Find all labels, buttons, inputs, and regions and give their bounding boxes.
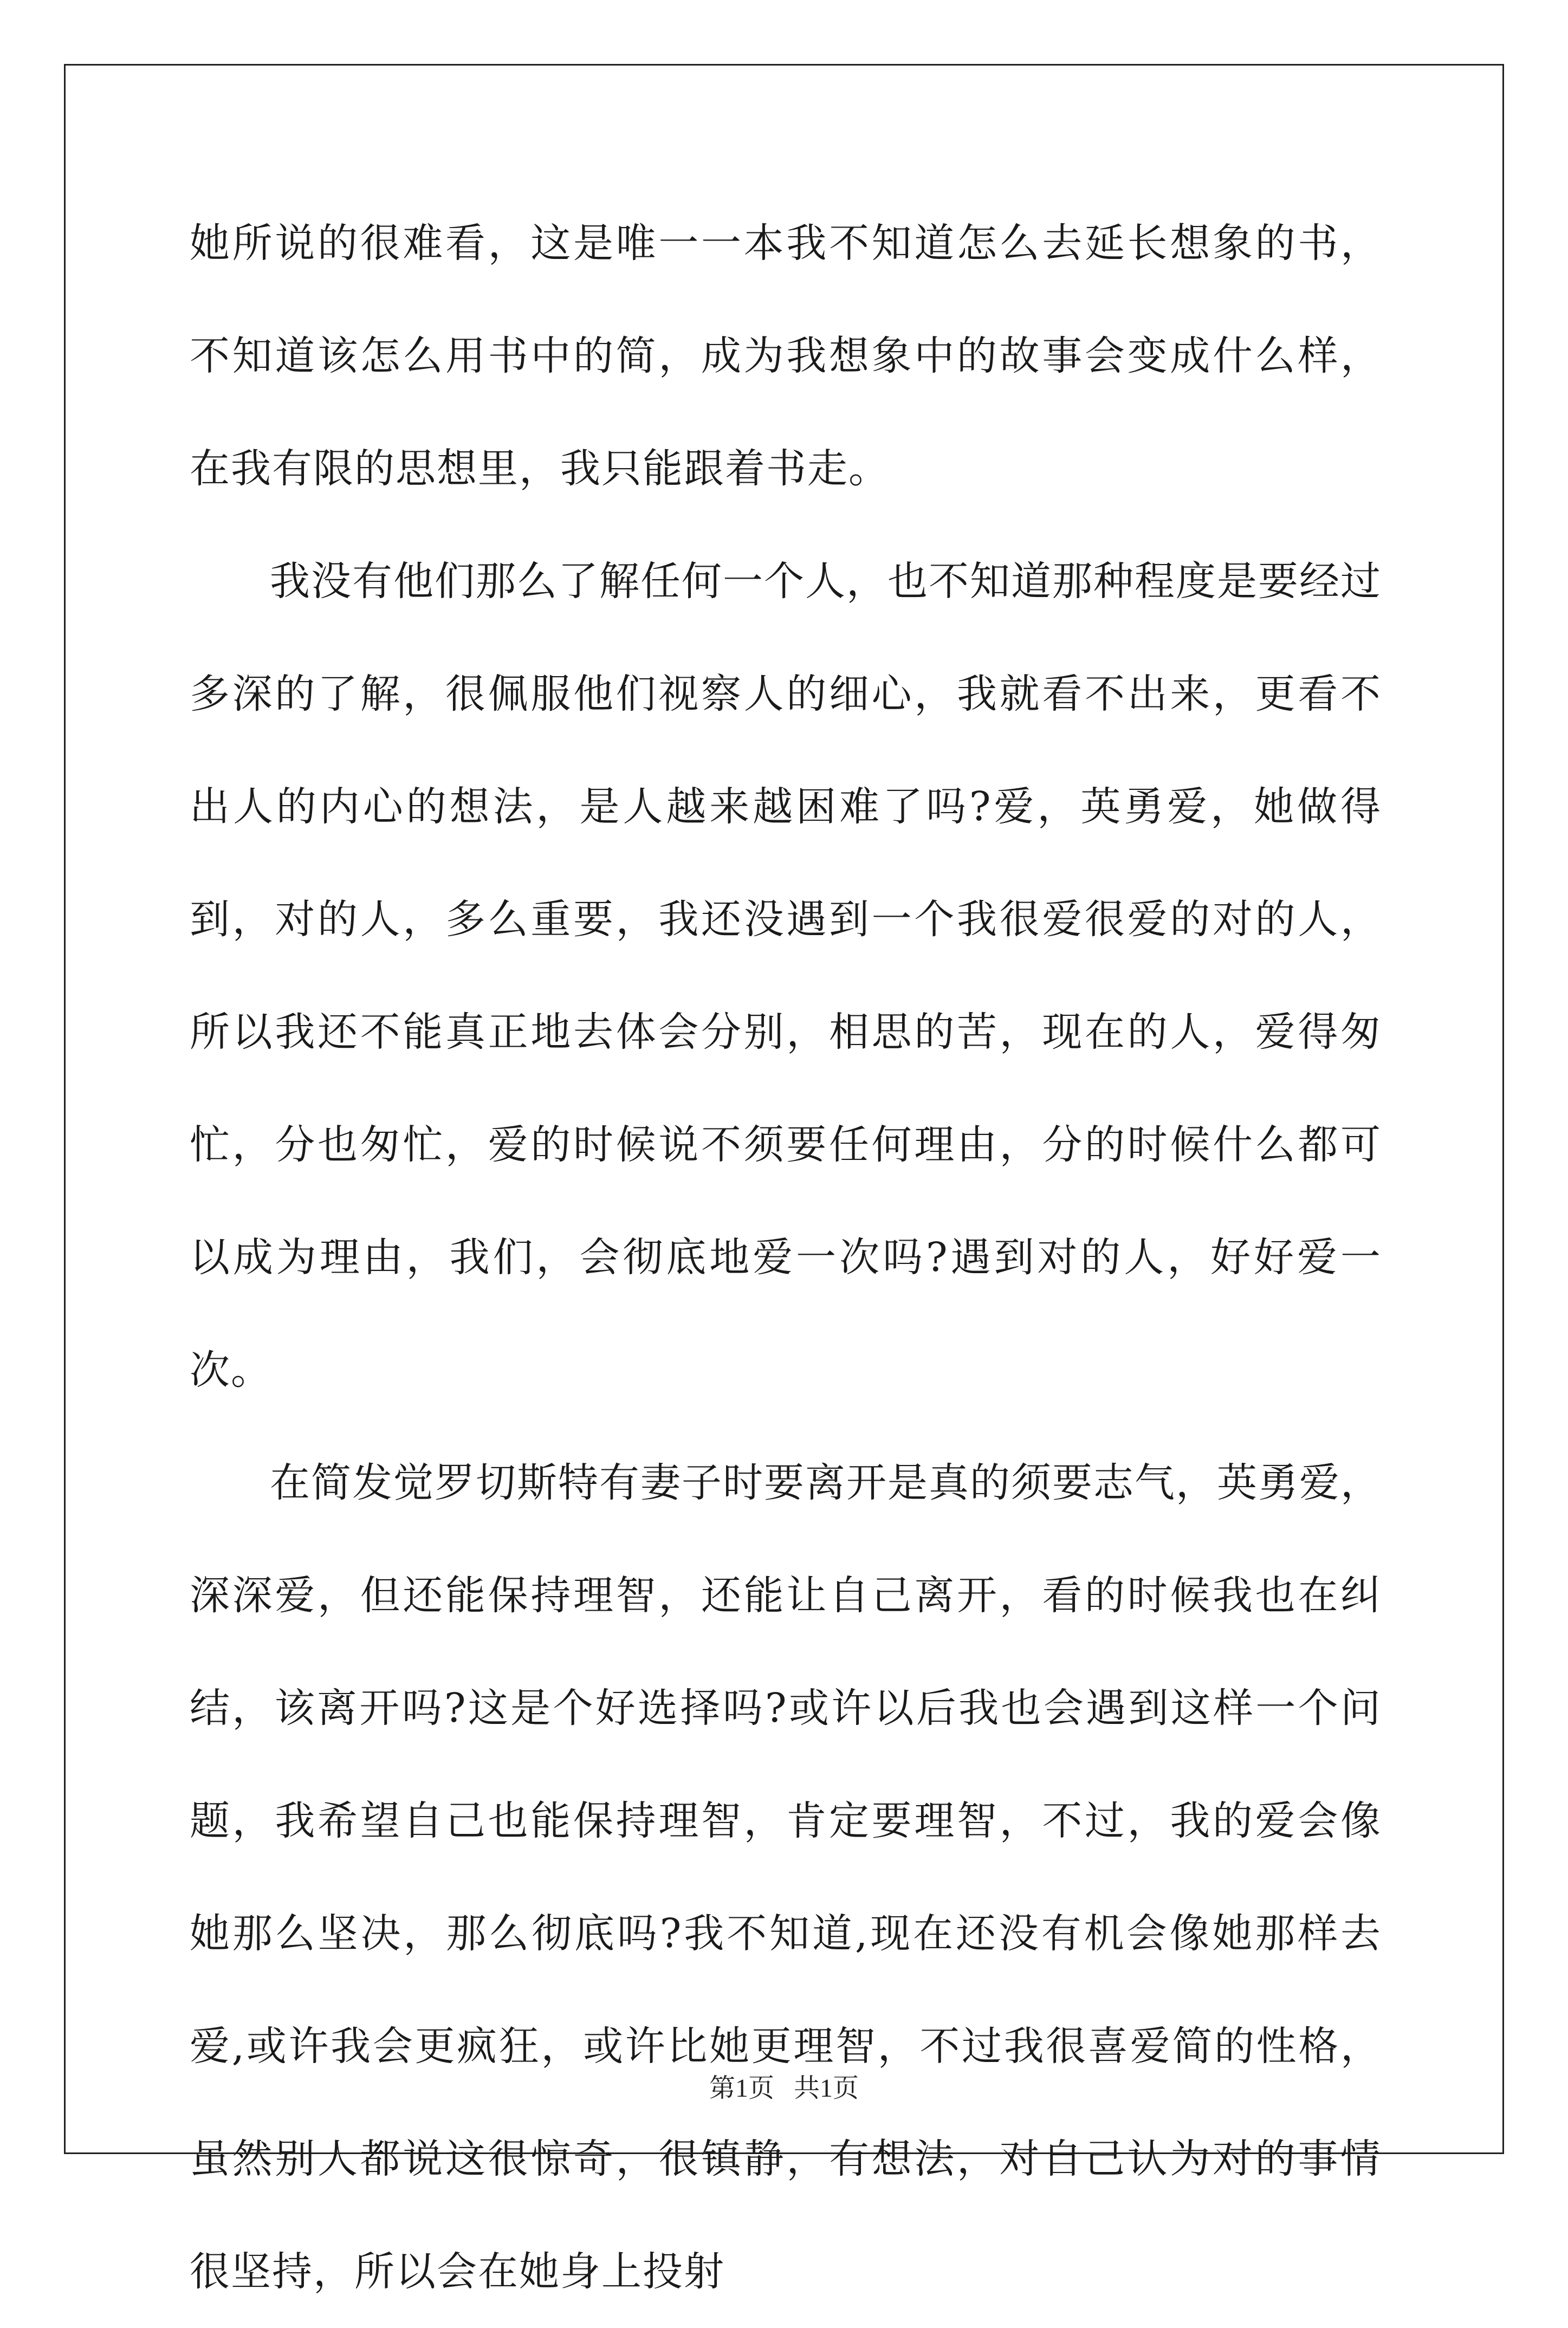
paragraph-3: 在简发觉罗切斯特有妻子时要离开是真的须要志气，英勇爱，深深爱，但还能保持理智，还能让自己离开，看的时候我也在纠结，该离开吗?这是个好选择吗?或许以后我也会遇到这样一个问题，我希望自己也能保持理智，肯定要理智，不过，我的爱会像她那么坚决，那么彻底吗?我不知道,现在还没有机会像她那样去爱,或许我会更疯狂，或许比她更理智，不过我很喜爱简的性格，虽然别人都说这很惊奇，很镇静，有想法，对自己认为对的事情很坚持，所以会在她身上投射 [190,1460,1382,2295]
document-body [190,187,1382,2328]
paragraph-1: 她所说的很难看，这是唯一一本我不知道怎么去延长想象的书，不知道该怎么用书中的简，成为我想象中的故事会变成什么样，在我有限的思想里，我只能跟着书走。 [190,220,1382,492]
paragraph-2: 我没有他们那么了解任何一个人，也不知道那种程度是要经过多深的了解，很佩服他们视察人的细心，我就看不出来，更看不出人的内心的想法，是人越来越困难了吗?爱，英勇爱，她做得到，对的人，多么重要，我还没遇到一个我很爱很爱的对的人，所以我还不能真正地去体会分别，相思的苦，现在的人，爱得匆忙，分也匆忙，爱的时候说不须要任何理由，分的时候什么都可以成为理由，我们，会彻底地爱一次吗?遇到对的人，好好爱一次。 [190,558,1382,1393]
page-number-footer: 第1页 共1页 [709,2074,859,2103]
